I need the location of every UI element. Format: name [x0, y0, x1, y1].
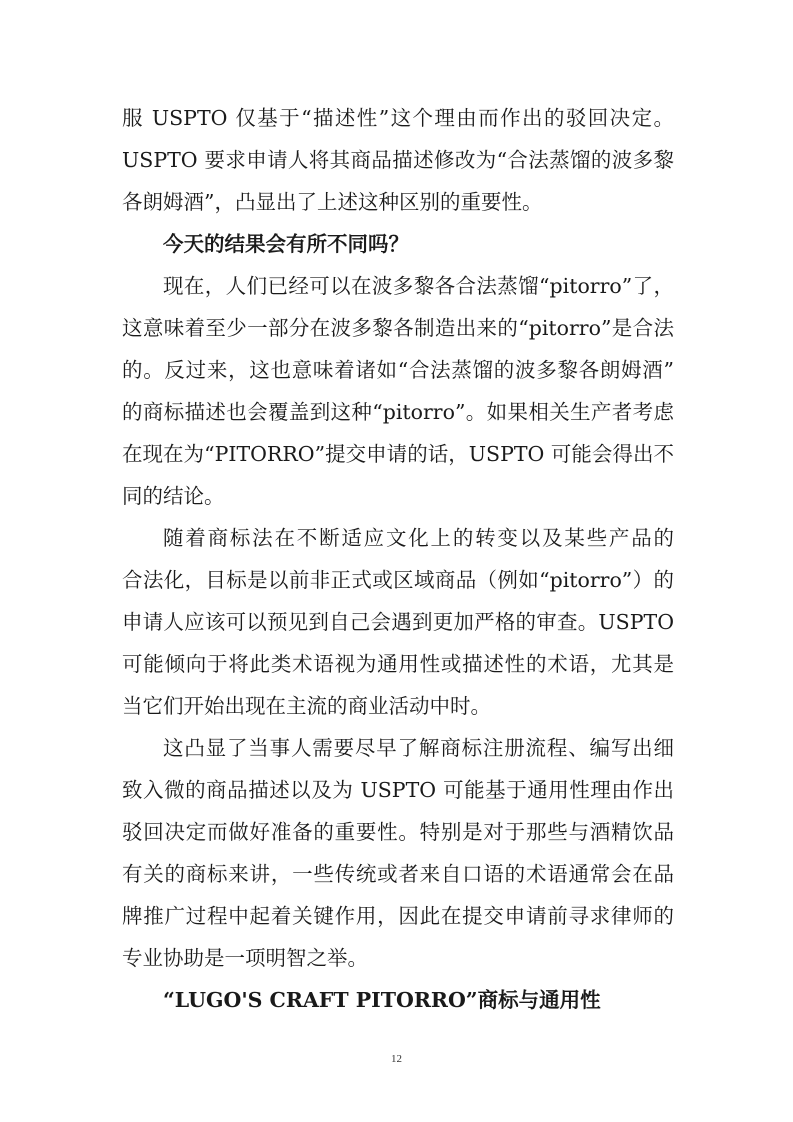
text-line: USPTO 要求申请人将其商品描述修改为“合法蒸馏的波多黎 — [122, 148, 674, 172]
text-line: 当它们开始出现在主流的商业活动中时。 — [122, 694, 491, 718]
text-line: 有关的商标来讲，一些传统或者来自口语的术语通常会在品 — [122, 862, 674, 886]
text-line: 这凸显了当事人需要尽早了解商标注册流程、编写出细 — [163, 736, 674, 760]
text-line: 驳回决定而做好准备的重要性。特别是对于那些与酒精饮品 — [122, 820, 674, 844]
page-number: 12 — [391, 1053, 402, 1065]
text-line: 的商标描述也会覆盖到这种“pitorro”。如果相关生产者考虑 — [122, 400, 674, 424]
text-line: 现在，人们已经可以在波多黎各合法蒸馏“pitorro”了， — [163, 274, 674, 298]
text-line: 的。反过来，这也意味着诸如“合法蒸馏的波多黎各朗姆酒” — [122, 358, 674, 382]
text-line: 可能倾向于将此类术语视为通用性或描述性的术语，尤其是 — [122, 652, 674, 676]
section-heading: “LUGO'S CRAFT PITORRO”商标与通用性 — [163, 988, 601, 1012]
text-line: 专业协助是一项明智之举。 — [122, 946, 368, 970]
text-line: 服 USPTO 仅基于“描述性”这个理由而作出的驳回决定。 — [122, 106, 674, 130]
text-line: 同的结论。 — [122, 484, 225, 508]
text-line: 随着商标法在不断适应文化上的转变以及某些产品的 — [163, 526, 674, 550]
text-line: 合法化，目标是以前非正式或区域商品（例如“pitorro”）的 — [122, 568, 674, 592]
text-line: 这意味着至少一部分在波多黎各制造出来的“pitorro”是合法 — [122, 316, 674, 340]
text-line: 致入微的商品描述以及为 USPTO 可能基于通用性理由作出 — [122, 778, 674, 802]
section-heading: 今天的结果会有所不同吗？ — [163, 232, 409, 256]
text-line: 申请人应该可以预见到自己会遇到更加严格的审查。USPTO — [122, 610, 674, 634]
text-line: 在现在为“PITORRO”提交申请的话，USPTO 可能会得出不 — [122, 442, 674, 466]
text-line: 各朗姆酒”，凸显出了上述这种区别的重要性。 — [122, 190, 543, 214]
text-line: 牌推广过程中起着关键作用，因此在提交申请前寻求律师的 — [122, 904, 674, 928]
